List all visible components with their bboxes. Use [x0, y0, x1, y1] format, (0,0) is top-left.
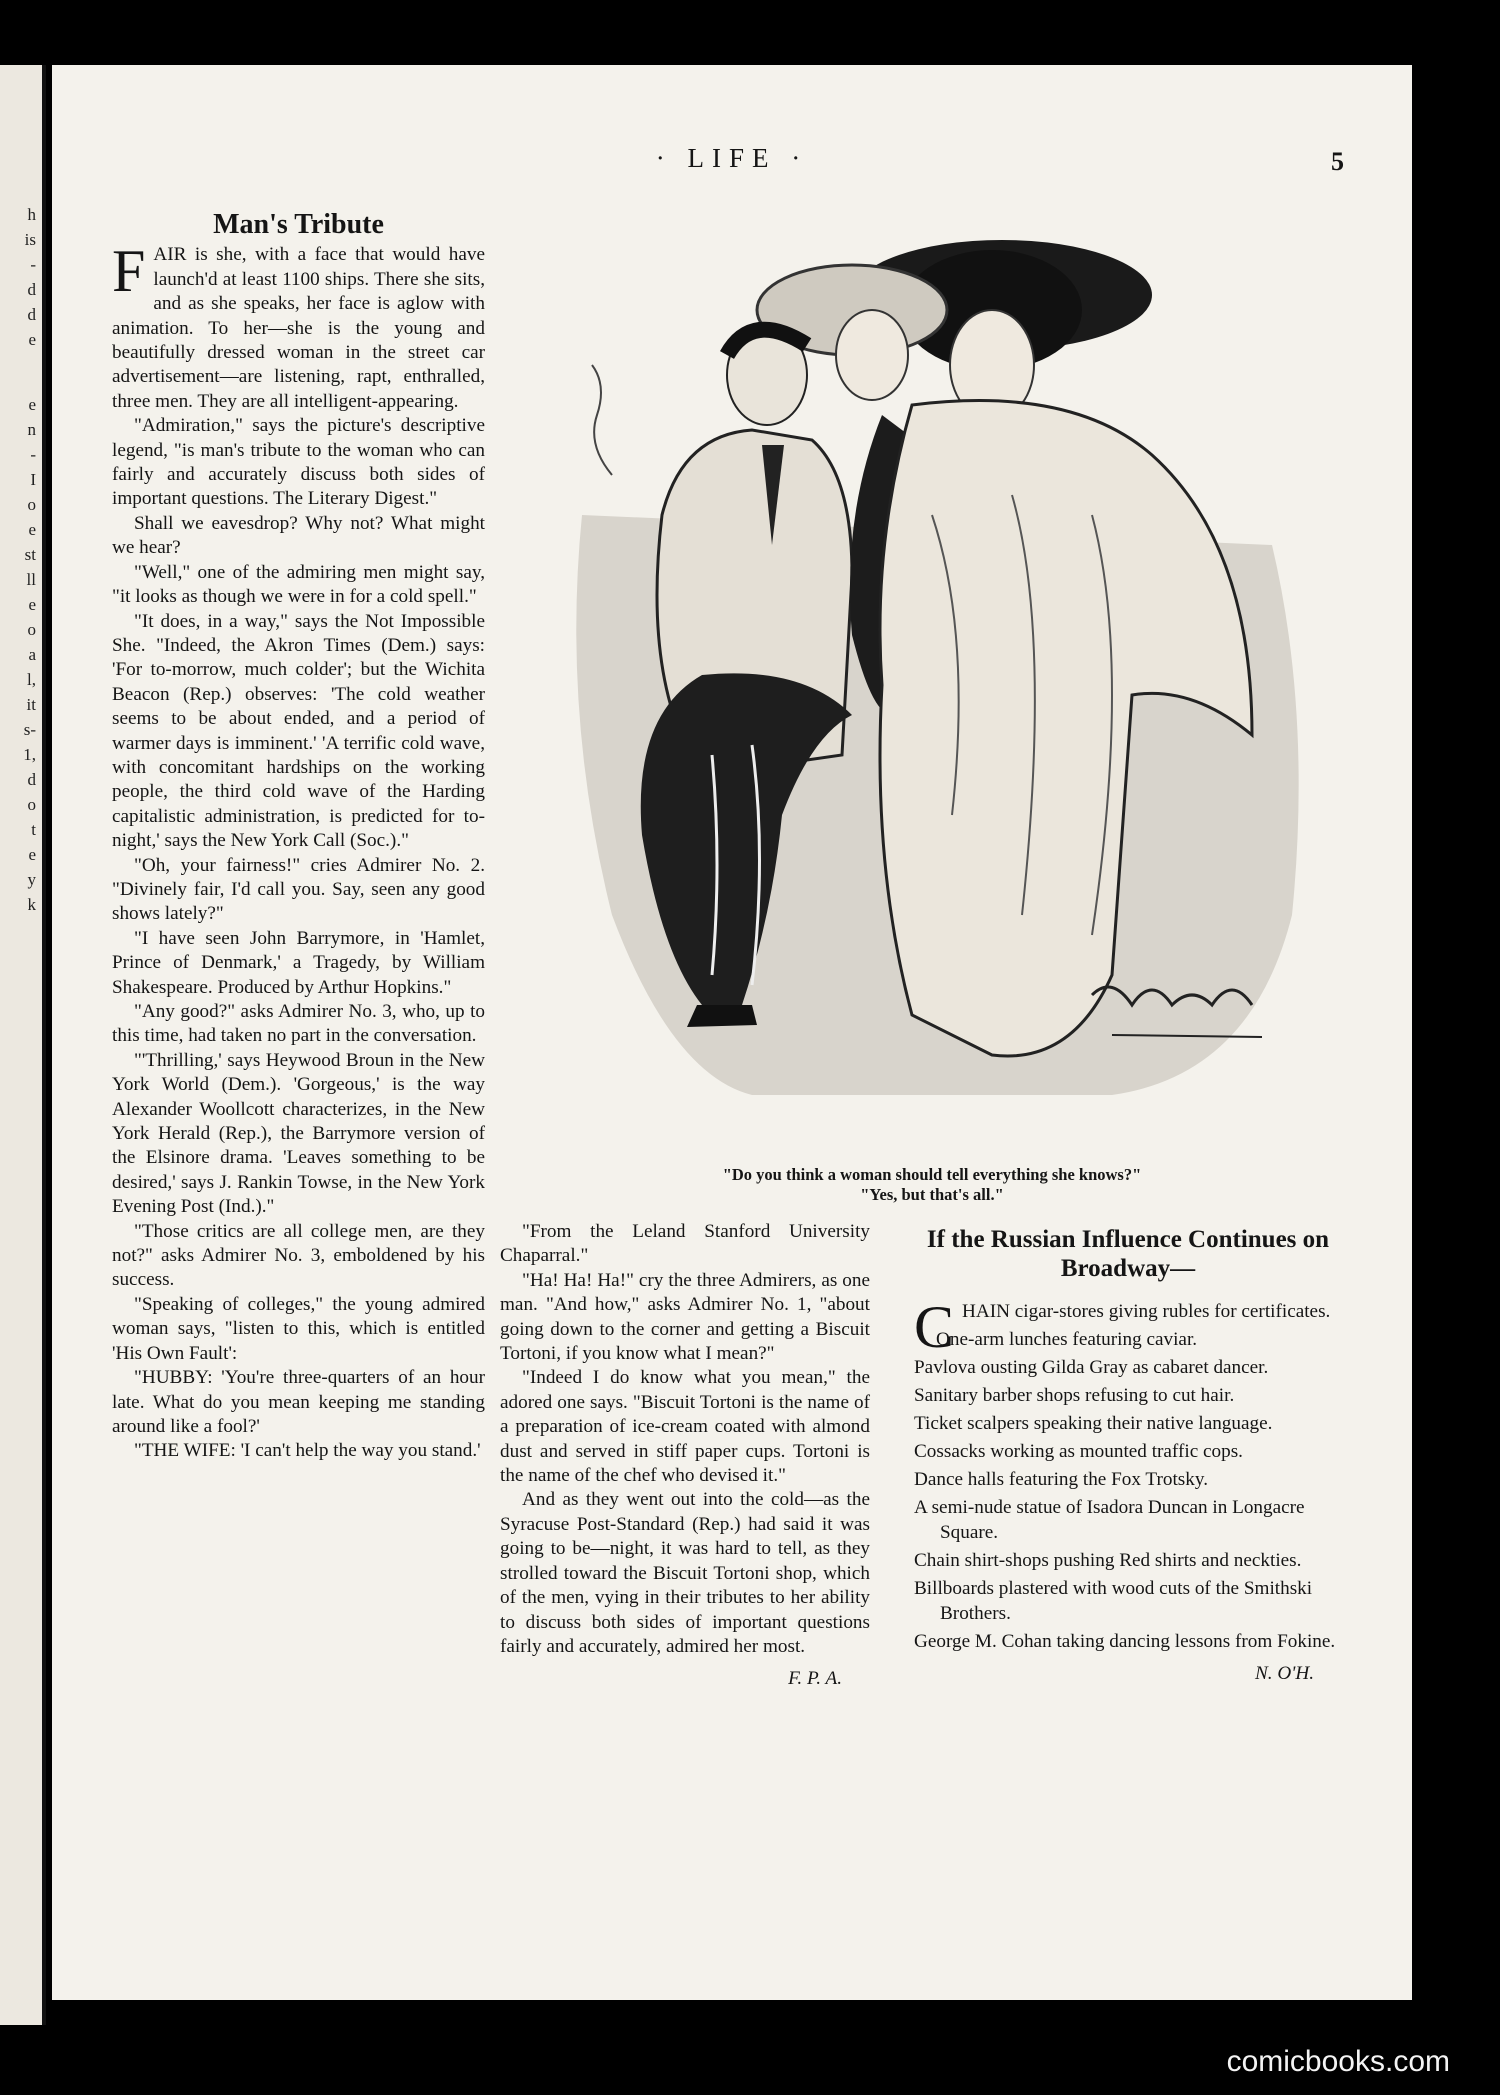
- margin-fragment: e: [28, 845, 36, 864]
- paragraph: Shall we eavesdrop? Why not? What might we hear?: [112, 512, 485, 559]
- list-item: Sanitary barber shops refusing to cut hair.: [914, 1385, 1235, 1406]
- margin-fragment: e: [28, 520, 36, 539]
- paragraph: "Speaking of colleges," the young admired woman says, "listen to this, which is entitled 'His Own Fault':: [112, 1293, 485, 1364]
- paragraph: "Well," one of the admiring men might say, "it looks as though we were in for a cold spell.": [112, 561, 485, 608]
- list-item: A semi-nude statue of Isadora Duncan in Longacre Square.: [914, 1497, 1305, 1543]
- list-item: Ticket scalpers speaking their native language.: [914, 1413, 1273, 1434]
- illustration-caption: [552, 1165, 1312, 1205]
- margin-fragment: st: [24, 545, 36, 564]
- page-number: 5: [1331, 147, 1344, 176]
- list-item: Cossacks working as mounted traffic cops.: [914, 1441, 1243, 1462]
- magazine-header: · LIFE ·: [655, 143, 809, 173]
- article-column-3: [914, 1225, 1342, 1686]
- article-title-2: If the Russian Influence Continues on Broadway—: [926, 1226, 1330, 1282]
- article-column-1: [112, 209, 485, 1464]
- margin-fragment: a: [28, 645, 36, 664]
- illustration: [552, 215, 1312, 1105]
- margin-fragment: d: [27, 280, 36, 299]
- margin-fragment: o: [27, 795, 36, 814]
- drop-cap: F: [112, 238, 146, 305]
- paragraph: And as they went out into the cold—as the Syracuse Post-Standard (Rep.) had said it was going to be—night, it was hard to tell, as they strolled toward the Biscuit Tortoni shop, which of the men, vying in their tributes to her ability to discuss both sides of important questions fairly and accurately, admired her most.: [500, 1489, 870, 1657]
- list-item: George M. Cohan taking dancing lessons from Fokine.: [914, 1631, 1336, 1652]
- margin-fragment: k: [27, 895, 36, 914]
- margin-fragment: -: [30, 445, 36, 464]
- margin-fragment: l,: [27, 670, 36, 689]
- margin-fragment: is: [24, 230, 36, 249]
- article-signature-2: N. O'H.: [1254, 1663, 1314, 1684]
- margin-fragment: d: [27, 305, 36, 324]
- paragraph: "Oh, your fairness!" cries Admirer No. 2. "Divinely fair, I'd call you. Say, seen any good shows lately?": [112, 854, 485, 925]
- paragraph: "'Thrilling,' says Heywood Broun in the New York World (Dem.). 'Gorgeous,' is the way Alexander Woollcott characterizes, in the New York Herald (Rep.), the Barrymore version of the Elsinore drama. 'Leaves something to be desired,' says J. Rankin Towse, in the New York Evening Post (Ind.).": [112, 1049, 485, 1218]
- list-item: Billboards plastered with wood cuts of the Smithski Brothers.: [914, 1578, 1313, 1624]
- margin-fragment: e: [28, 330, 36, 349]
- margin-fragment: o: [27, 495, 36, 514]
- margin-fragment: e: [28, 395, 36, 414]
- list-item: Chain shirt-shops pushing Red shirts and neckties.: [914, 1550, 1302, 1571]
- paragraph: "From the Leland Stanford University Chaparral.": [500, 1221, 870, 1267]
- margin-fragment: e: [28, 595, 36, 614]
- list-item: Dance halls featuring the Fox Trotsky.: [914, 1469, 1208, 1490]
- margin-fragment: s-: [23, 720, 36, 739]
- paragraph: "Those critics are all college men, are they not?" asks Admirer No. 3, emboldened by his success.: [112, 1220, 485, 1291]
- list-item: One-arm lunches featuring caviar.: [936, 1329, 1198, 1350]
- caption-line-1: "Do you think a woman should tell everything she knows?": [722, 1165, 1142, 1184]
- magazine-page: [52, 65, 1412, 2000]
- margin-fragment: y: [27, 870, 36, 889]
- paragraph: "Any good?" asks Admirer No. 3, who, up to this time, had taken no part in the conversation.: [112, 1001, 485, 1047]
- article-signature: F. P. A.: [788, 1668, 842, 1690]
- margin-fragment: 1,: [23, 745, 36, 764]
- article-column-2: [500, 1220, 870, 1692]
- drop-cap-2: C: [914, 1294, 955, 1360]
- paragraph: "It does, in a way," says the Not Impossible She. "Indeed, the Akron Times (Dem.) says: 'For to-morrow, much colder'; but the Wichita Beacon (Rep.) observes: 'The cold weather seems to be about ended, and a period of warmer days is imminent.' 'A terrific cold wave, with concomitant hardships on the working people, the third cold wave of the Harding capitalistic administration, is predicted for to-night,' says the New York Call (Soc.).": [112, 610, 485, 852]
- paragraph: "I have seen John Barrymore, in 'Hamlet, Prince of Denmark,' a Tragedy, by William Shakespeare. Produced by Arthur Hopkins.": [112, 927, 485, 998]
- margin-fragment: it: [26, 695, 36, 714]
- paragraph: "THE WIFE: 'I can't help the way you stand.': [134, 1440, 481, 1462]
- adjacent-page-edge: [0, 65, 46, 2025]
- margin-fragment: o: [27, 620, 36, 639]
- article-title: Man's Tribute: [213, 209, 384, 240]
- paragraph: "Admiration," says the picture's descriptive legend, "is man's tribute to the woman who can fairly and accurately discuss both sides of important questions. The Literary Digest.": [112, 415, 485, 510]
- margin-fragment: I: [30, 470, 36, 489]
- margin-fragment: n: [27, 420, 36, 439]
- watermark: comicbooks.com: [1226, 2045, 1450, 2078]
- margin-fragment: h: [27, 205, 36, 224]
- list-item: CHAIN cigar-stores giving rubles for certificates.: [914, 1294, 1331, 1360]
- margin-fragment: d: [27, 770, 36, 789]
- list-item: Pavlova ousting Gilda Gray as cabaret dancer.: [914, 1357, 1269, 1378]
- paragraph: "HUBBY: 'You're three-quarters of an hour late. What do you mean keeping me standing around like a fool?': [112, 1367, 485, 1437]
- margin-fragment: ll: [26, 570, 36, 589]
- caption-line-2: "Yes, but that's all.": [860, 1185, 1004, 1204]
- paragraph: "Indeed I do know what you mean," the adored one says. "Biscuit Tortoni is the name of a preparation of ice-cream coated with almond dust and served in stiff paper cups. Tortoni is the name of the chef who devised it.": [500, 1367, 870, 1487]
- margin-fragment: -: [30, 255, 36, 274]
- article-lead-paragraph: FAIR is she, with a face that would have launch'd at least 1100 ships. There she sits, and as she speaks, her face is aglow with animation. To her—she is the young and beautifully dressed woman in the street car advertisement—are listening, rapt, enthralled, three men. They are all intelligent-appearing.: [112, 238, 485, 412]
- paragraph: "Ha! Ha! Ha!" cry the three Admirers, as one man. "And how," asks Admirer No. 1, "about going down to the corner and getting a Biscuit Tortoni, if you know what I mean?": [500, 1269, 870, 1365]
- margin-fragment: t: [31, 820, 36, 839]
